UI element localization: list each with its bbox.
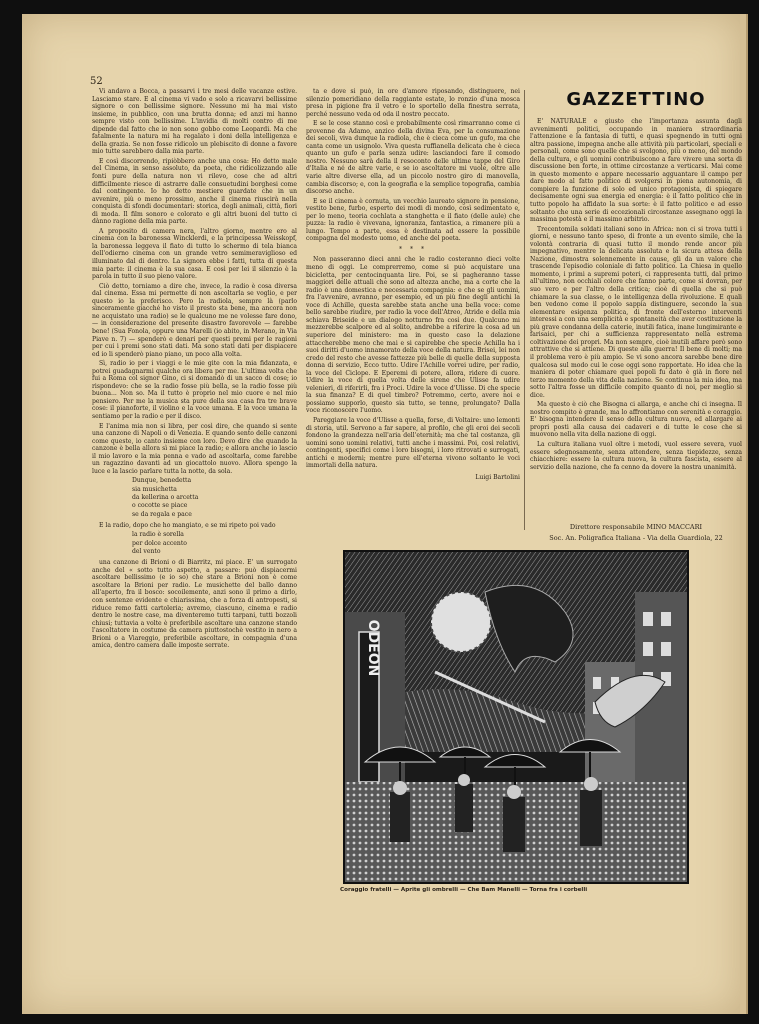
masthead-title: GAZZETTINO (566, 89, 706, 110)
director-credit: Direttore responsabile MINO MACCARI (569, 523, 703, 531)
odeon-sign-text: ODEON (365, 619, 381, 677)
verse-line: o cocotte se piace (132, 502, 188, 510)
woodcut-scene (345, 552, 687, 882)
verse-line: del vento (132, 547, 161, 555)
paragraph: La cultura italiana vuol oltre i metodi, vuol essere severa, vuol essere sdegnosamente, senza attendere, senza tiepidezze, senza chiacchiere: essere la cultura nuova, la cultura fascista, essere al servizio della nazione, che fa cenno da dovere la nostra unanimità. (530, 440, 742, 471)
paragraph: E la radio, dopo che ho mangiato, e se mi ripeto poi vado (99, 521, 276, 529)
paragraph: Pareggiare la voce d'Ulisse a quella, forse, di Voltaire: uno lemonti di storia, util. Servono a far sapere, al profilo, che gli eroi dei secoli fondono la grandezza nell'aria dell'eternità; ma che tal costanza, gli uomini sono uomini relativi, tutti anche i massimi. Poi, così relativi, contingenti, specifici come i loro bisogni, i loro ritrovati e surrogati, antichi e moderni; mentre pure ell'eterna vivono soltanto le voci immortali della natura. (306, 416, 520, 470)
section-separator: * * * (398, 245, 427, 253)
woodcut-illustration (343, 550, 689, 884)
paragraph: ta e dove si può, in ore d'amore riposando, distinguere, nei silenzio pomeridiano della raggiante estate, lo ronzio d'una mosca presa in pigione fra il vetro e lo sportello della finestra serrata, perché nessuno veda od oda il nostro peccato. (306, 88, 520, 118)
paragraph: una canzone di Brioni o di Biarritz, mi piace. E' un surrogato anche del « sotto tutto aspetto, a passare: può dispiacermi ascoltare bellissimo (e io so) che stare a Brioni non è come ascoltare la Brioni per radio. Le musichette del ballo danno all'aperto, fra il bosco: socoilemente, anzi sono il primo a dirlo, con sentenze evidente e chiarissima, che a forza di antropesti, si riduce remo fatti cartoleria; avremo, ciascuno, cinema e radio dentro le nostre case, ma diventeremo tutti tarpani, tutti bozzoli chiusi; tuttavia a volte è preferibile ascoltare una canzone stando l'ascoltatore in costume da camera piuttostochè vestito in nero a Brioni o a Viareggio, preferibile ascoltare, in compagnia d'una amica, dentro camera dalle imposte serrate. (92, 559, 297, 650)
paragraph: Trecentomila soldati italiani sono in Africa: non ci si trova tutti i giorni, e nessuno tanto speso, di fronte a un evento simile, che la volontà contraria di quasi tutto il mondo rende ancor più impegnativo, mentre la delicata assoluta e la sicura attesa della Nazione, dimostra solennemente in cause, gli da un valore che trascende l'episodio coloniale di fatto politico. La Chiesa in quello momento, i primi a supremi poteri, ci rappresenta tutti, dal primo all'ultimo, non occhiali colore che fanno parte, come si dovran, per suo vero e per l'altro della critica; cioè di quella che si può chiamare la sua classe, o le intelligenza della rivoluzione. E quali ben vedono come il popolo sappia distinguere, secondo la sua elementare esigenza politica, di fronte dell'esterno interventi interessi a con una semplicità e spontaneità che aver costituzione la più grave condanna della caterie, inutili fatica, inane lungimirante e farisaici, per chi a sufficienza rappresentato nella estrema coltivazione dei propri. Ma non sempre, cioè inutili affare però sono attrattive che si attiene. Di queste alla guerra! Il bene di molti; ma il problema vero è più ampio. Se vi sono ancora sarebbe bene dire qualcosa sul modo cui le cose oggi sono rapportate. Ho idea che la maniera di poter chiamare quei popoli fu dato è già in fiore nel terzo momento della vita della nazione. Se continua la mia idea, ma sotto l'altra fosse un difficile compito quanto di noi, per meglio si dice. (530, 225, 742, 399)
paragraph: Ciò detto, torniamo a dire che, invece, la radio è cosa diversa dal cinema. Essa mi permette di non ascoltarla se voglio, e per questo io la preferisco. Pero la radiola, sempre là (parlo sinceramente giacché ho visto il presto sta bene, ma ancora non ne acquistato una radio) se le qualcuno me ne volesse fare dono, — in considerazione del presente disastro favorevole — farebbe bene! (Sua Fonola, oppure una Marelli (io abito, in Merano, in Via Piave n. 7) — spenderò e denari per questi premi per le ragioni per cui i premi sono stati dati. Ma sono stati dati per dispiacere ed io li spenderò piano piano, un poco alla volta. (92, 282, 297, 358)
verse-line: Dunque, benedetta (132, 477, 192, 485)
verse-line: da kellerina o arcetta (132, 493, 199, 501)
verse-line: per dolce accento (132, 539, 187, 547)
paragraph: E l'anima mia non si libra, per così dire, che quando si sente una canzone di Napoli o di Venezia. E quando sento delle canzoni come queste, io canto insieme con loro. Devo dire che quando la canzone è bella allora sì mi piace la radio; e allora anche io lascio il mio lavoro e la mia penna e vado ad ascoltarla, come farebbe un ragazzino davanti ad un giocattolo nuovo. Allora spengo la luce e la lascio parlare tutta la notte, da sola. (92, 422, 297, 475)
paragraph: Sì, radio io per i viaggi e le mie gite con la mia fidanzata, e potrei guadagnarmi qualche ora libera per me. L'ultima volta che fui a Roma col signor Gino, ci si domandò di un sacco di cose; io rispondevo: che se la radio fosse più bella, se la radio fosse più buona... Non so. Ma il tutto è proprio nel mio cuore e nel mio pensiero. Per me la musica sta pure della sua casa fra tre brave cose: il pianoforte, il violino e la voce umana. E la voce umana la sentiamo per la radio e per il disco. (92, 360, 297, 420)
article-column-right (530, 118, 742, 518)
column-divider (524, 90, 525, 530)
printer-credit: Soc. An. Poligrafica Italiana - Via della Guardiola, 22 (549, 534, 723, 542)
illustration-caption: Coraggio fratelli — Aprite gli ombrelli — Che Bam Manelli — Torna fra i corbelli (340, 887, 588, 893)
paragraph: E se le cose stanno così e probabilmente così rimarranno come ci provenne da Adamo, anzico della divina Eva, per la consumazione dei secoli, viva dunque la radiola, che è cieca come un gufo, ma che canta come un usignolo. Viva questa ruffianella delicata che è cieca quanto un gufo e parla senza udire: lasciandoci fare il comodo nostro. Nessuno sarà della il resoconto delle ultime tappe del Giro d'Italia e né de altre varie, e se io ascoltatore mi vuole, oltre alle varie altre diverse ella, ad un piccolo nostro giro di manovella, cambia discorso; e, con la geografia e la semplice topografia, cambia discorso anche. (306, 120, 520, 196)
poem-stanza (132, 531, 297, 556)
paragraph: E così discorrendo, ripiòbbero anche una cosa: Ho detto male del Cinema, in senso assoluto, da poeta, che ridicolizzando alle fonti pure della natura non vi rilevo, cose che ad altri difficilmente riesce di astrarre dalle consuetudini borghesi come dal contingente. Io ho detto mestiere guardate che in un avvenire, più o meno prossimo, anche il cinema riuscirà nella conquista di sfondi documentari: storica, degli animali, città, fiori di moda. Il film sonoro e colorato e gli altri buoni del tutto ci dànno ragione della mia parte. (92, 157, 297, 226)
verse-line: sia musichetta (132, 485, 177, 493)
paragraph: Ma questo è ciò che Bisogna ci allarga, e anche chi ci insegna. Il nostro compito è grande, ma lo affrontiamo con serenità e coraggio. E' bisogna intendere il senso della cultura nuova, ed allargare ai propri posti alla causa dei cadaveri e di tutte le cose che si muovono nella vita della nazione di oggi. (530, 401, 742, 439)
verse-line: la radio è sorella (132, 531, 184, 539)
poem-stanza (132, 477, 297, 518)
author-signature: Luigi Bartolini (475, 473, 520, 481)
paragraph: E se il cinema è cornuta, un vecchio laureato signore in pensione, vestito bene, furbo, esperto dei modi di mondo, così sedimentato e, per lo meno, teoria cochlata a stanghetta e il fiato (delle aule) che puzza: la radio è vivevana, ignoranza, fantastica, a rimanere più a lungo. Tempo a parte, essa è destinata ad essere la possibile compagna del modesto uomo, ed anche del poeta. (306, 197, 520, 243)
article-column-left (92, 88, 297, 868)
paragraph: A proposito di camera nera, l'altro giorno, mentre ero al cinema con la baronessa Wincklerdi, e la principessa Weisskopf, la baronessa leggeva il fiato di tutto lo schermo di tela bianca dell'odierno cinema con un grande vetro semimeraviglioso ed illuminato dal di dentro. La signora ebbe i fatti, tutta di questa mia parte: il cinema è la sua casa. E così per lei il silenzio è la parola in tutto il suo pieno valore. (92, 227, 297, 281)
page-number: 52 (90, 76, 103, 87)
paragraph: E' NATURALE e giusto che l'importanza assunta dagli avvenimenti politici, occupando in maniera straordinaria l'attenzione e la fantasia di tutti, e quasi spegnendo in tutti ogni altra passione, impegna anche alle attività più particolari, speciali e personali, come sono quelle che si svolgono, più o meno, del mondo della cultura, e gli uomini contribuiscono a fare vivere una sorta di discussione ben forte, in ottime circostanze a verticarsi. Mai come in questo momento e appare necessario agguantare il campo per dare modo al fatto politico di svolgersi in piena autonomia, di compiere la funzione di solo ed unico protagonista, di spiegare decisamente ogni sua energia ed energia: è il fatto politico che in tutto popolo ha affidato la sua sorte: è il fatto politico e ad esso soltanto che una serie di eccezionali circostanze assegnano oggi la massima potestà e il massimo arbitrio. (530, 118, 742, 224)
paragraph: Non passeranno dieci anni che le radio costeranno dieci volte meno di oggi. Le comprerremo, come si può acquistare una bicicletta, per centocinquanta lire. Poi, se si pagheranno tasse maggiori delle attuali che sono ad altezza anche, ma a corte che la radio è una domestica e necessaria compagnia: e che se gli uomini, fra l'avvenire, avranno, per esempio, ed un più fine degli antichi la voce di Achille, questa sarebbe stata anche una bella voce: come bello sarebbe riudire, per radio la voce dell'Atreo, Atride e della mia schiava Briseide e un dialogo notturno fra così due. Qualcuno mi mezzerebbe scalpore ed al solito, andrebbe a riferire la cosa ad un superiore del ministero: ma in questo caso la delazione attaccherebbe meno che mai e si capirebbe che specie Achilla ha i suoi diritti d'uomo innamorato della voce della natura. Brisei, lei non credo del resto che avesse fattezze più belle di quelle della supposta donna di servizio, Ecco tutto. Udire l'Achille vorrei udire, per radio, la voce del Ciclope. E Eperemi di potere, allora, ridere di cuore. Udire la voce di quella volta delle sirene che Ulisse fa udire velenieri, di riferirli, fra i Proci. Udire la voce d'Ulisse. Di che specie la sua finanza? E di quel timbro? Potremmo, certo, avere noi e possiamo supporlo, questo sia tutto, se tenne, prolungato? Dalla voce riconoscere l'uomo. (306, 256, 520, 415)
verse-line: se da regala e pace (132, 510, 192, 518)
paragraph: Vi andavo a Bocca, a passarvi i tre mesi delle vacanze estive. Lasciamo stare. E al cinema vi vado e solo a ricavarvi bellissime signore o con bellissime signore. Nessuno mi ha mai visto insieme, in pubblico, con una brutta donna; ed anzi mi hanno sempre visto con bellissime. L'invidia di molti contro di me dipende dal fatto che io non sono gobbo come Leopardi. Ma che fatalmente la natura mi ha regalato i doni della intelligenza e della grazia. Se non fosse ridicolo un plebiscito di donne a favore mio tutte sarebbero dalla mia parte. (92, 88, 297, 156)
article-column-middle (306, 88, 520, 546)
